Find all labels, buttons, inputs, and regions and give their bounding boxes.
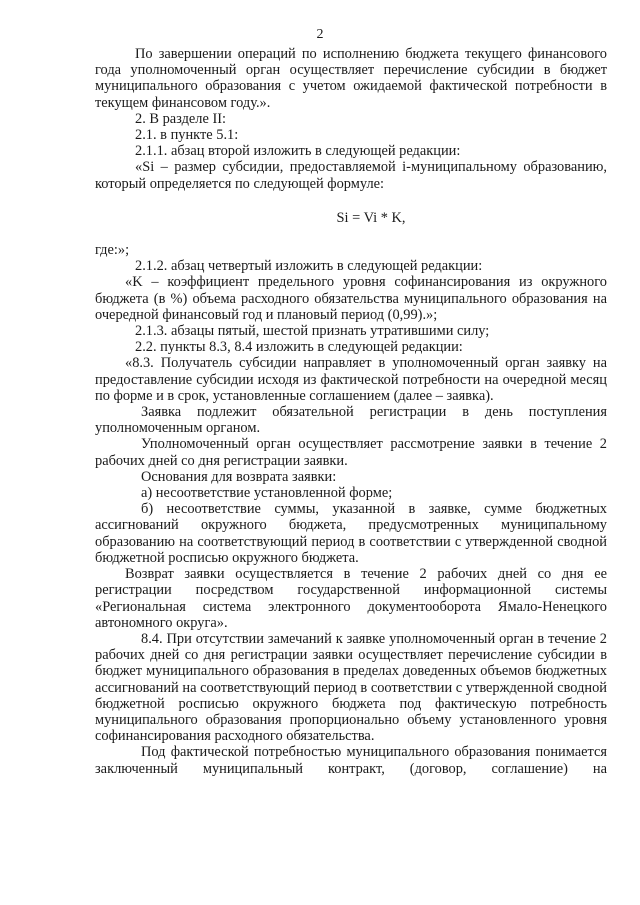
paragraph-ground-a: а) несоответствие установленной форме; (141, 485, 393, 502)
paragraph-review: Уполномоченный орган осуществляет рассмотрение заявки в течение 2 рабочих дней со дня регистрации заявки. (95, 436, 607, 469)
paragraph-where: где:»; (95, 242, 130, 259)
paragraph-section-ii: 2. В разделе II: (135, 110, 227, 127)
paragraph-item-8-3: «8.3. Получатель субсидии направляет в уполномоченный орган заявку на предоставление субсидии исходя из фактической потребности на очередной месяц по форме и в срок, установленные соглашением (далее – заявка). (95, 355, 607, 404)
page-number: 2 (316, 27, 324, 42)
paragraph-item-2-1-1: 2.1.1. абзац второй изложить в следующей редакции: (135, 143, 461, 160)
paragraph-registration: Заявка подлежит обязательной регистрации в день поступления уполномоченным органом. (95, 404, 607, 437)
subsidy-formula: Si = Vi * K, (336, 209, 406, 226)
paragraph-item-2-1: 2.1. в пункте 5.1: (135, 127, 239, 144)
paragraph-item-8-4: 8.4. При отсутствии замечаний к заявке уполномоченный орган в течение 2 рабочих дней со дня регистрации заявки осуществляет перечисление субсидии в бюджет муниципального образования в пределах доведенных объемов бюджетных ассигнований на соответствующий период в соответствии с утвержденной сводной бюджетной росписью окружного бюджета под фактическую потребность муниципального образования пропорционально объему установленного уровня софинансирования расходного обязательства. (95, 630, 607, 745)
paragraph-item-2-1-2: 2.1.2. абзац четвертый изложить в следующей редакции: (135, 258, 483, 275)
paragraph-item-2-2: 2.2. пункты 8.3, 8.4 изложить в следующей редакции: (135, 339, 463, 356)
paragraph-return-term: Возврат заявки осуществляется в течение 2 рабочих дней со дня ее регистрации посредством государственной информационной системы «Региональная система электронного документооборота Ямало-Ненецкого автономного округа». (95, 566, 607, 631)
paragraph-ground-b: б) несоответствие суммы, указанной в заявке, сумме бюджетных ассигнований окружного бюджета, предусмотренных муниципальному образованию на соответствующий период в соответствии с утвержденной сводной бюджетной росписью окружного бюджета. (95, 501, 607, 566)
paragraph-si-definition: «Si – размер субсидии, предоставляемой i-муниципальному образованию, который определяется по следующей формуле: (95, 159, 607, 192)
document-body (95, 46, 607, 777)
paragraph-actual-need: Под фактической потребностью муниципального образования понимается заключенный муниципальный контракт, (договор, соглашение) на (95, 744, 607, 777)
paragraph-budget-completion: По завершении операций по исполнению бюджета текущего финансового года уполномоченный орган осуществляет перечисление субсидии в бюджет муниципального образования с учетом ожидаемой фактической потребности в текущем финансовом году.». (95, 46, 607, 111)
paragraph-k-definition: «K – коэффициент предельного уровня софинансирования из окружного бюджета (в %) объема расходного обязательства муниципального образования на очередной финансовый год и плановый период (0,99).»; (95, 274, 607, 323)
paragraph-item-2-1-3: 2.1.3. абзацы пятый, шестой признать утратившими силу; (135, 323, 490, 340)
paragraph-return-grounds: Основания для возврата заявки: (141, 468, 337, 485)
